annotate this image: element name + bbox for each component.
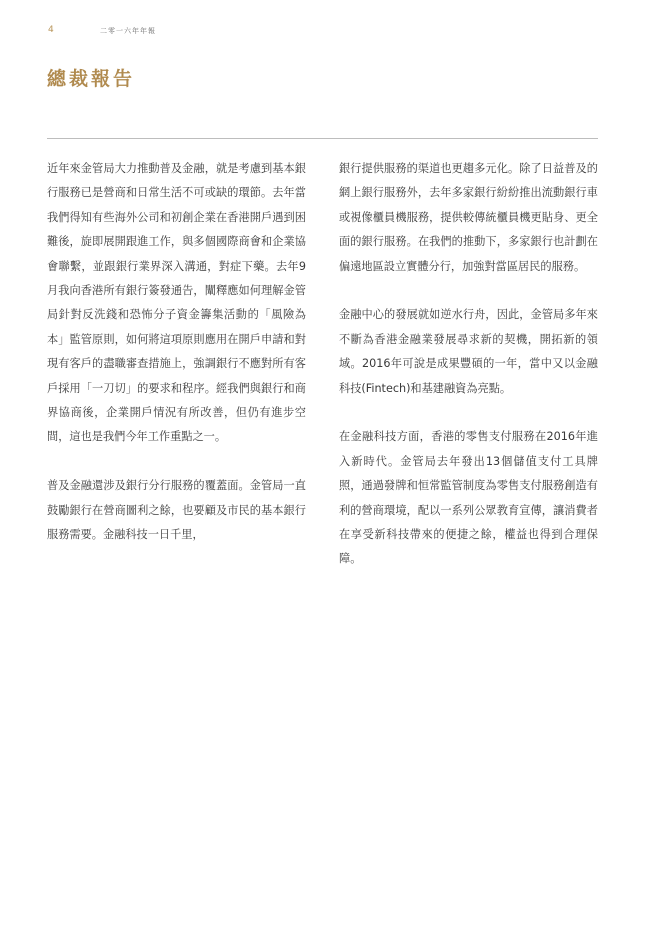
running-header-title: 二零一六年年報 <box>100 27 156 35</box>
title-divider <box>47 138 598 139</box>
page-number: 4 <box>48 25 54 35</box>
section-title: 總裁報告 <box>47 68 136 90</box>
paragraph: 金融中心的發展就如逆水行舟，因此，金管局多年來不斷為香港金融業發展尋求新的契機，開拓新的領域。2016年可說是成果豐碩的一年，當中又以金融科技(Fintech)和基建融資為亮點。 <box>339 308 598 395</box>
paragraph: 在金融科技方面，香港的零售支付服務在2016年進入新時代。金管局去年發出13個儲值支付工具牌照，通過發牌和恒常監管制度為零售支付服務創造有利的營商環境，配以一系列公眾教育宣傳，讓消費者在享受新科技帶來的便捷之餘，權益也得到合理保障。 <box>339 430 598 566</box>
paragraph: 普及金融還涉及銀行分行服務的覆蓋面。金管局一直鼓勵銀行在營商圖利之餘，也要顧及市民的基本銀行服務需要。金融科技一日千里， <box>47 479 306 542</box>
body-column-left <box>47 157 306 547</box>
paragraph: 銀行提供服務的渠道也更趨多元化。除了日益普及的網上銀行服務外，去年多家銀行紛紛推出流動銀行車或視像櫃員機服務，提供較傳統櫃員機更貼身、更全面的銀行服務。在我們的推動下，多家銀行也計劃在偏遠地區設立實體分行，加強對當區居民的服務。 <box>339 162 598 273</box>
body-column-right <box>339 157 598 572</box>
paragraph: 近年來金管局大力推動普及金融，就是考慮到基本銀行服務已是營商和日常生活不可或缺的環節。去年當我們得知有些海外公司和初創企業在香港開戶遇到困難後，旋即展開跟進工作，與多個國際商會和企業協會聯繫，並跟銀行業界深入溝通，對症下藥。去年9月我向香港所有銀行簽發通告，闡釋應如何理解金管局針對反洗錢和恐怖分子資金籌集活動的「風險為本」監管原則，如何將這項原則應用在開戶申請和對現有客戶的盡職審查措施上，強調銀行不應對所有客戶採用「一刀切」的要求和程序。經我們與銀行和商界協商後，企業開戶情況有所改善，但仍有進步空間，這也是我們今年工作重點之一。 <box>47 162 306 444</box>
